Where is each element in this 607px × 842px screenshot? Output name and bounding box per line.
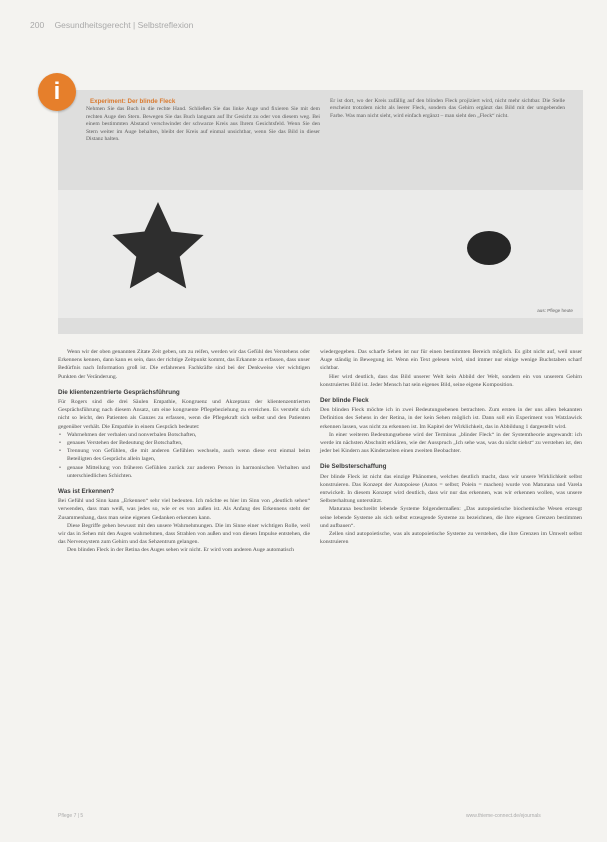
section-heading: Was ist Erkennen? [58, 488, 115, 496]
section-heading: Der blinde Fleck [320, 397, 369, 405]
list-item: • genaues Verstehen der Bedeutung der Botschaften, [58, 439, 310, 447]
info-icon: i [38, 73, 76, 111]
footer-left: Pflege 7 | 5 [58, 813, 84, 819]
page-number: 200 [30, 20, 45, 30]
running-header [30, 20, 193, 30]
figure-credit: aus: Pflege heute [537, 308, 573, 313]
star-shape [112, 202, 203, 288]
info-box-left-column [86, 98, 320, 143]
list-item: • Trennung von Gefühlen, die mit anderen Gefühlen wechseln, auch wenn diese erst einmal beim Beteiligten des Gesprächs allein lagen, [58, 447, 310, 463]
paragraph: Hier wird deutlich, dass das Bild unserer Welt kein Abbild der Welt, sondern ein von unserem Gehirn konstruiertes Bild ist. Jeder Mensch hat sein eigenes Bild, seine eigene Komposition. [320, 373, 582, 388]
blind-spot-figure [58, 190, 583, 318]
list-item: • Wahrnehmen der verbalen und nonverbalen Botschaften, [58, 431, 310, 439]
paragraph: Den blinden Fleck möchte ich in zwei Bedeutungsebenen betrachten. Zum ersten in der uns allen bekannten Definition des Sehens in der Retina, in der kein Sehen möglich ist. Dann soll ein Experiment von Watzlawick erkennen lassen, was nicht zu erkennen ist. Im Kapitel der Wirklichkeit, das in Abbildung 1 dargestellt wird. [320, 407, 582, 430]
section-heading: Die Selbsterschaffung [320, 463, 387, 471]
info-box [58, 90, 583, 334]
intro-paragraph: Wenn wir der oben genannten Zitate Zeit geben, um zu reifen, werden wir das Gefühl des Verstehens oder Erkennens kennen, dann kann es sein, dass der richtige Zeitpunkt kommt, das Erkannte zu erfassen, dass unser Bedürfnis nach Information groß ist. Die erfahrenen Fachkräfte sind bei der Denkweise vier wichtigen Punkten der Veränderung. [58, 349, 310, 380]
bullet-list [58, 431, 310, 480]
figure-graphic [58, 190, 583, 318]
section-heading: Die klientenzentrierte Gesprächsführung [58, 388, 180, 396]
paragraph: Maturana beschreibt lebende Systeme folgendermaßen: „Das autopoietische biochemische Wesen erzeugt seine lebende Systeme als sich selbst erzeugende Systeme zu bezeichnen, die ihre eigenen Grenzen bestimmen und aufbauen“. [320, 506, 582, 529]
paragraph: Zellen sind autopoietische, was als autopoietische Systeme zu verstehen, die ihre Grenzen im Umwelt selbst konstruieren [320, 531, 582, 546]
footer-right: www.thieme-connect.de/ejournals [466, 813, 541, 819]
info-box-right-text: Er ist dort, wo der Kreis zufällig auf den blinden Fleck projiziert wird, nicht mehr sichtbar. Die Stelle erscheint trotzdem nicht als leerer Fleck, sondern das Gehirn ergänzt das Bild mit der umgebenden Farbe. Was man nicht sieht, wird einfach ergänzt – man sieht den „Fleck“ nicht. [330, 98, 565, 119]
running-title: Gesundheitsgerecht | Selbstreflexion [54, 20, 194, 30]
paragraph: Für Rogers sind die drei Säulen Empathie, Kongruenz und Akzeptanz der klientenzentrierten Gesprächsführung nach diesem Ansatz, um eine kongruente Pflegebeziehung zu erreichen. Es versteht sich nicht so leicht, den Patienten als Ganzes zu erfassen, wenn die Pflegekraft sich selbst und den Patienten gegenüber verhält. Die Empathie in einem Gespräch bedeutet: [58, 399, 310, 430]
info-box-title: Experiment: Der blinde Fleck [90, 98, 176, 105]
paragraph: Diese Begriffe gehen bewusst mit den unsere Wahrnehmungen. Die im Sinne einer wichtigen Rolle, weil wir das in Sehen mit den Augen wahrnehmen, dass Strahlen von außen und von diesen Impulse entstehen, die das Nervensystem zum Gehirn und das Sehzentrum gelangen. [58, 522, 310, 546]
info-box-left-text: Nehmen Sie das Buch in die rechte Hand. Schließen Sie das linke Auge und fixieren Sie mit dem rechten Auge den Stern. Bewegen Sie das Buch langsam auf Ihr Gesicht zu oder von diesem weg. Bei einem bestimmten Abstand verschwindet der schwarze Kreis aus Ihrem Gesichtsfeld. Wenn Sie den Stern weiter im Auge behalten, bleibt der Kreis auf einmal unsichtbar, wenn Sie das Bild in dieser Distanz halten. [86, 106, 320, 143]
paragraph: In einer weiteren Bedeutungsebene wird der Terminus „blinder Fleck“ in der Systemtheorie angewandt: ich werde im nächsten Abschnitt erklären, wie der Ausspruch „Ich sehe was, was du nicht siehst“ zu verstehen ist, den jeder bei Kindern aus Kinderzeiten einen zweiten Beobachter. [320, 431, 582, 455]
paragraph: Den blinden Fleck in der Retina des Auges sehen wir nicht. Er wird vom anderen Auge automatisch [67, 547, 294, 554]
right-text-column [320, 348, 582, 546]
list-item: • genaue Mitteilung von früheren Gefühlen zurück zur anderen Person in harmonischen Verhalten und unterschiedlichen Schichten. [58, 464, 310, 480]
paragraph: Bei Gefühl und Sinn kann „Erkennen“ sehr viel bedeuten. Ich möchte es hier im Sinn von „deutlich sehen“ verwenden, dass man weiß, was jedes so, wie er es von außen ist. Als Anfang des Erkennens steht der Zusammenhang, dass man seine eigenen Gedanken erkennen kann. [58, 498, 310, 521]
info-box-right-column [330, 98, 565, 120]
dot-shape [467, 231, 511, 265]
left-text-column [58, 348, 310, 555]
paragraph: wiedergegeben. Das scharfe Sehen ist nur für einen bestimmten Bereich möglich. Es gibt nicht auf, weil unser Auge ständig in Bewegung ist. Wenn ein Text gelesen wird, sind immer nur einige wenige Buchstaben scharf sichtbar. [320, 349, 582, 372]
paragraph: Der blinde Fleck ist nicht das einzige Phänomen, welches deutlich macht, dass wir unsere Wirklichkeit selbst konstruieren. Das Konzept der Autopoiese (Autos = selbst; Poiein = machen) wurde von Maturana und Varela entwickelt. In diesem Konzept wird deutlich, dass wir nur das erkennen, was wir erkennen wollen, was unsere Selbsterhaltung unterstützt. [320, 473, 582, 505]
